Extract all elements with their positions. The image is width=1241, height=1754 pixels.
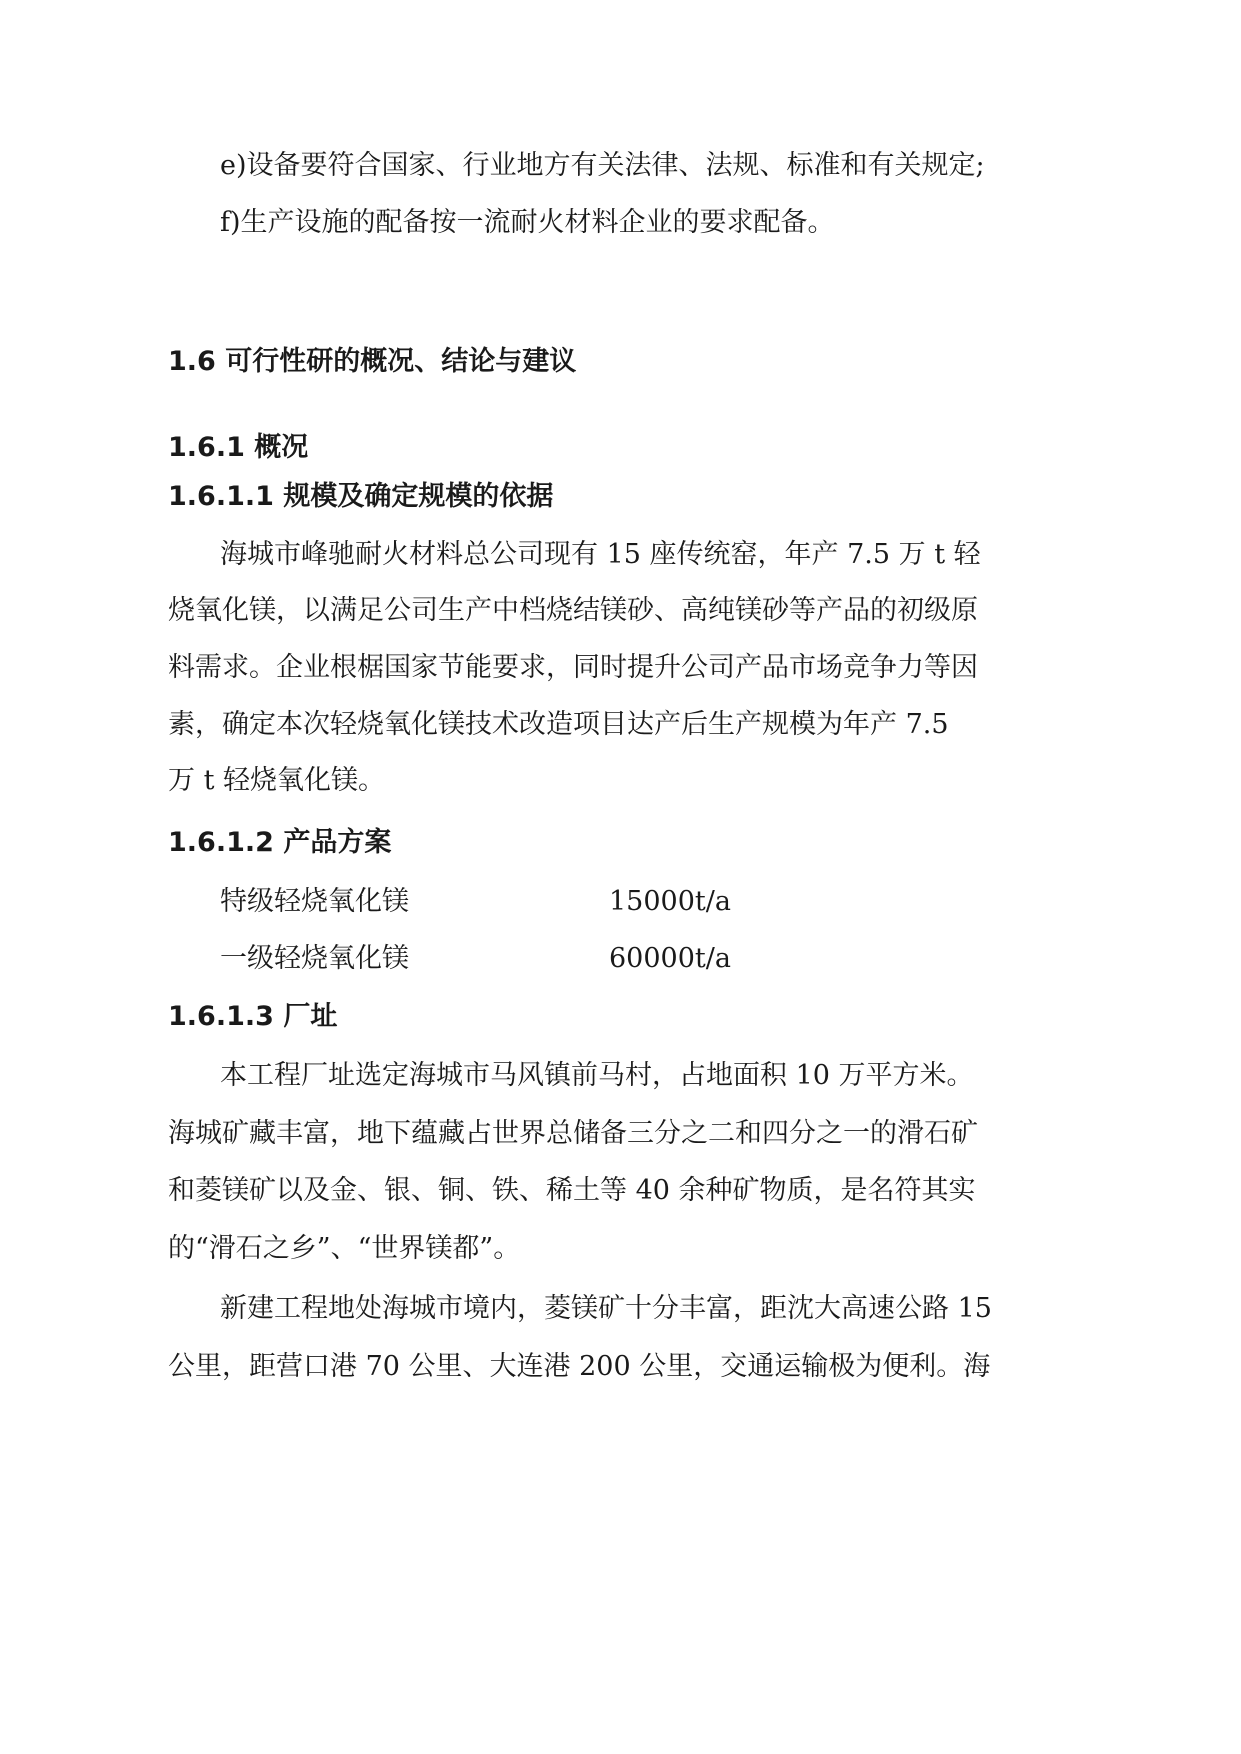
paragraph-line: 新建工程地处海城市境内，菱镁矿十分丰富，距沈大高速公路 15 xyxy=(220,1293,992,1324)
product-output: 15000t/a xyxy=(609,886,731,917)
section-heading-1-6-1-3: 1.6.1.3 厂址 xyxy=(168,1001,338,1032)
paragraph-line: 海城矿藏丰富，地下蕴藏占世界总储备三分之二和四分之一的滑石矿 xyxy=(168,1118,978,1149)
section-heading-1-6: 1.6 可行性研的概况、结论与建议 xyxy=(168,346,577,377)
list-item-f: f)生产设施的配备按一流耐火材料企业的要求配备。 xyxy=(220,207,835,238)
list-item-e: e)设备要符合国家、行业地方有关法律、法规、标准和有关规定; xyxy=(220,150,985,181)
paragraph-line: 料需求。企业根椐国家节能要求，同时提升公司产品市场竞争力等因 xyxy=(168,652,978,683)
paragraph-line: 公里，距营口港 70 公里、大连港 200 公里，交通运输极为便利。海 xyxy=(168,1351,991,1382)
section-heading-1-6-1: 1.6.1 概况 xyxy=(168,432,309,463)
paragraph-line: 海城市峰驰耐火材料总公司现有 15 座传统窑，年产 7.5 万 t 轻 xyxy=(220,539,981,570)
paragraph-line: 的“滑石之乡”、“世界镁都”。 xyxy=(168,1233,521,1264)
product-output: 60000t/a xyxy=(609,943,731,974)
paragraph-line: 万 t 轻烧氧化镁。 xyxy=(168,765,386,796)
section-heading-1-6-1-1: 1.6.1.1 规模及确定规模的依据 xyxy=(168,481,554,512)
paragraph-line: 本工程厂址选定海城市马风镇前马村，占地面积 10 万平方米。 xyxy=(220,1060,974,1091)
paragraph-line: 烧氧化镁，以满足公司生产中档烧结镁砂、高纯镁砂等产品的初级原 xyxy=(168,595,978,626)
product-name: 特级轻烧氧化镁 xyxy=(220,886,409,917)
section-heading-1-6-1-2: 1.6.1.2 产品方案 xyxy=(168,827,392,858)
paragraph-line: 和菱镁矿以及金、银、铜、铁、稀土等 40 余种矿物质，是名符其实 xyxy=(168,1175,976,1206)
paragraph-line: 素，确定本次轻烧氧化镁技术改造项目达产后生产规模为年产 7.5 xyxy=(168,709,949,740)
product-name: 一级轻烧氧化镁 xyxy=(220,943,409,974)
